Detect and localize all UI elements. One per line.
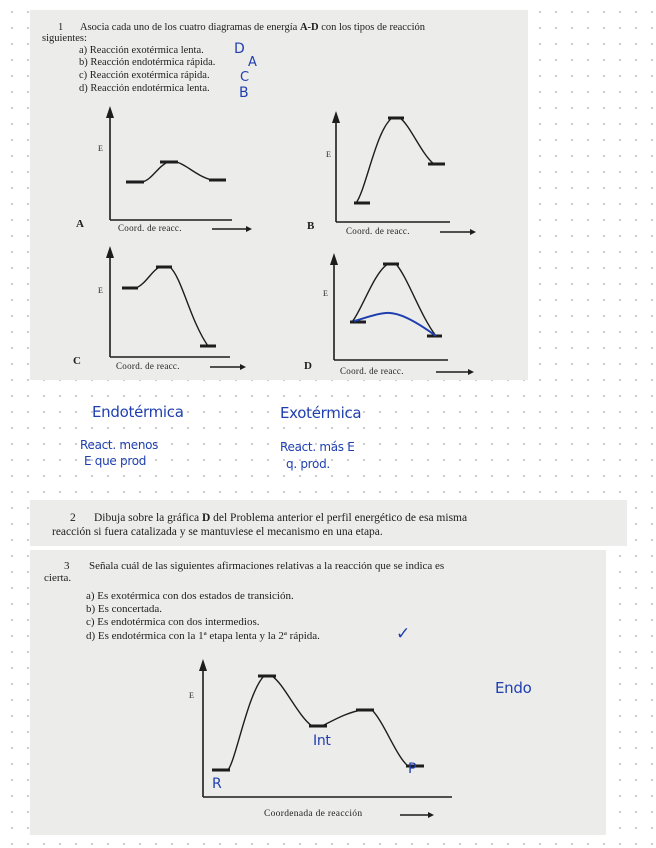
p3-checkmark-icon: ✓ [396, 624, 410, 644]
diagram-c-letter: C [73, 355, 81, 367]
diagram-a-e-label: E [98, 144, 103, 153]
p3-option-c: c) Es endotérmica con dos intermedios. [86, 616, 260, 628]
p3-e-label: E [189, 691, 194, 700]
note-right-line1: React. más E [280, 440, 355, 454]
note-endotermica: Endotérmica [92, 403, 184, 421]
diagram-a-x-label: Coord. de reacc. [118, 223, 182, 233]
note-left-line2: E que prod [84, 454, 147, 468]
problem3-line2: cierta. [44, 572, 72, 584]
problem3-line1: Señala cuál de las siguientes afirmaciones relativas a la reacción que se indica es [89, 560, 445, 572]
p3-side-note: Endo [495, 679, 532, 697]
p1-option-a: a) Reacción exotérmica lenta. [79, 45, 204, 56]
p1-answer-a: D [234, 41, 245, 57]
problem1-number: 1 [58, 22, 64, 33]
problem2-line1: Dibuja sobre la gráfica D del Problema anterior el perfil energético de esa misma [94, 512, 468, 524]
p3-y-arrow [199, 659, 207, 671]
p3-option-d: d) Es endotérmica con la 1ª etapa lenta y la 2ª rápida. [86, 630, 320, 642]
note-exotermica: Exotérmica [280, 404, 362, 422]
problem1-prompt-line1: Asocia cada uno de los cuatro diagramas de energía A-D con los tipos de reacción [80, 22, 426, 33]
p1-option-d: d) Reacción endotérmica lenta. [79, 83, 210, 94]
diagram-c-e-label: E [98, 286, 103, 295]
p1-answer-d: B [239, 85, 249, 101]
p3-option-a: a) Es exotérmica con dos estados de transición. [86, 590, 294, 602]
diagram-a-letter: A [76, 218, 84, 230]
p3-option-b: b) Es concertada. [86, 603, 163, 615]
p3-annot-intermediate: Int [313, 733, 331, 749]
p3-annot-reactant: R [212, 776, 222, 792]
note-left-line1: React. menos [80, 438, 159, 452]
p1-answer-c: C [240, 70, 249, 85]
diagram-b-e-label: E [326, 150, 331, 159]
diagram-d-e-label: E [323, 289, 328, 298]
problem2-number: 2 [70, 512, 76, 524]
problem2-line2: reacción si fuera catalizada y se mantuviese el mecanismo en una etapa. [52, 526, 383, 538]
problem1-prompt-line2: siguientes: [42, 33, 87, 44]
diagram-b-x-label: Coord. de reacc. [346, 226, 410, 236]
diagram-b-letter: B [307, 220, 315, 232]
p1-answer-b: A [248, 55, 257, 70]
diagram-c-x-label: Coord. de reacc. [116, 361, 180, 371]
diagram-d-letter: D [304, 360, 312, 372]
diagram-d-x-label: Coord. de reacc. [340, 366, 404, 376]
p1-option-c: c) Reacción exotérmica rápida. [79, 70, 210, 81]
problem3-number: 3 [64, 560, 70, 572]
p3-x-label: Coordenada de reacción [264, 809, 363, 819]
note-right-line2: q. prod. [286, 457, 330, 471]
p3-curve [214, 676, 422, 770]
p3-annot-product: P [408, 761, 417, 777]
p1-option-b: b) Reacción endotérmica rápida. [79, 57, 216, 68]
